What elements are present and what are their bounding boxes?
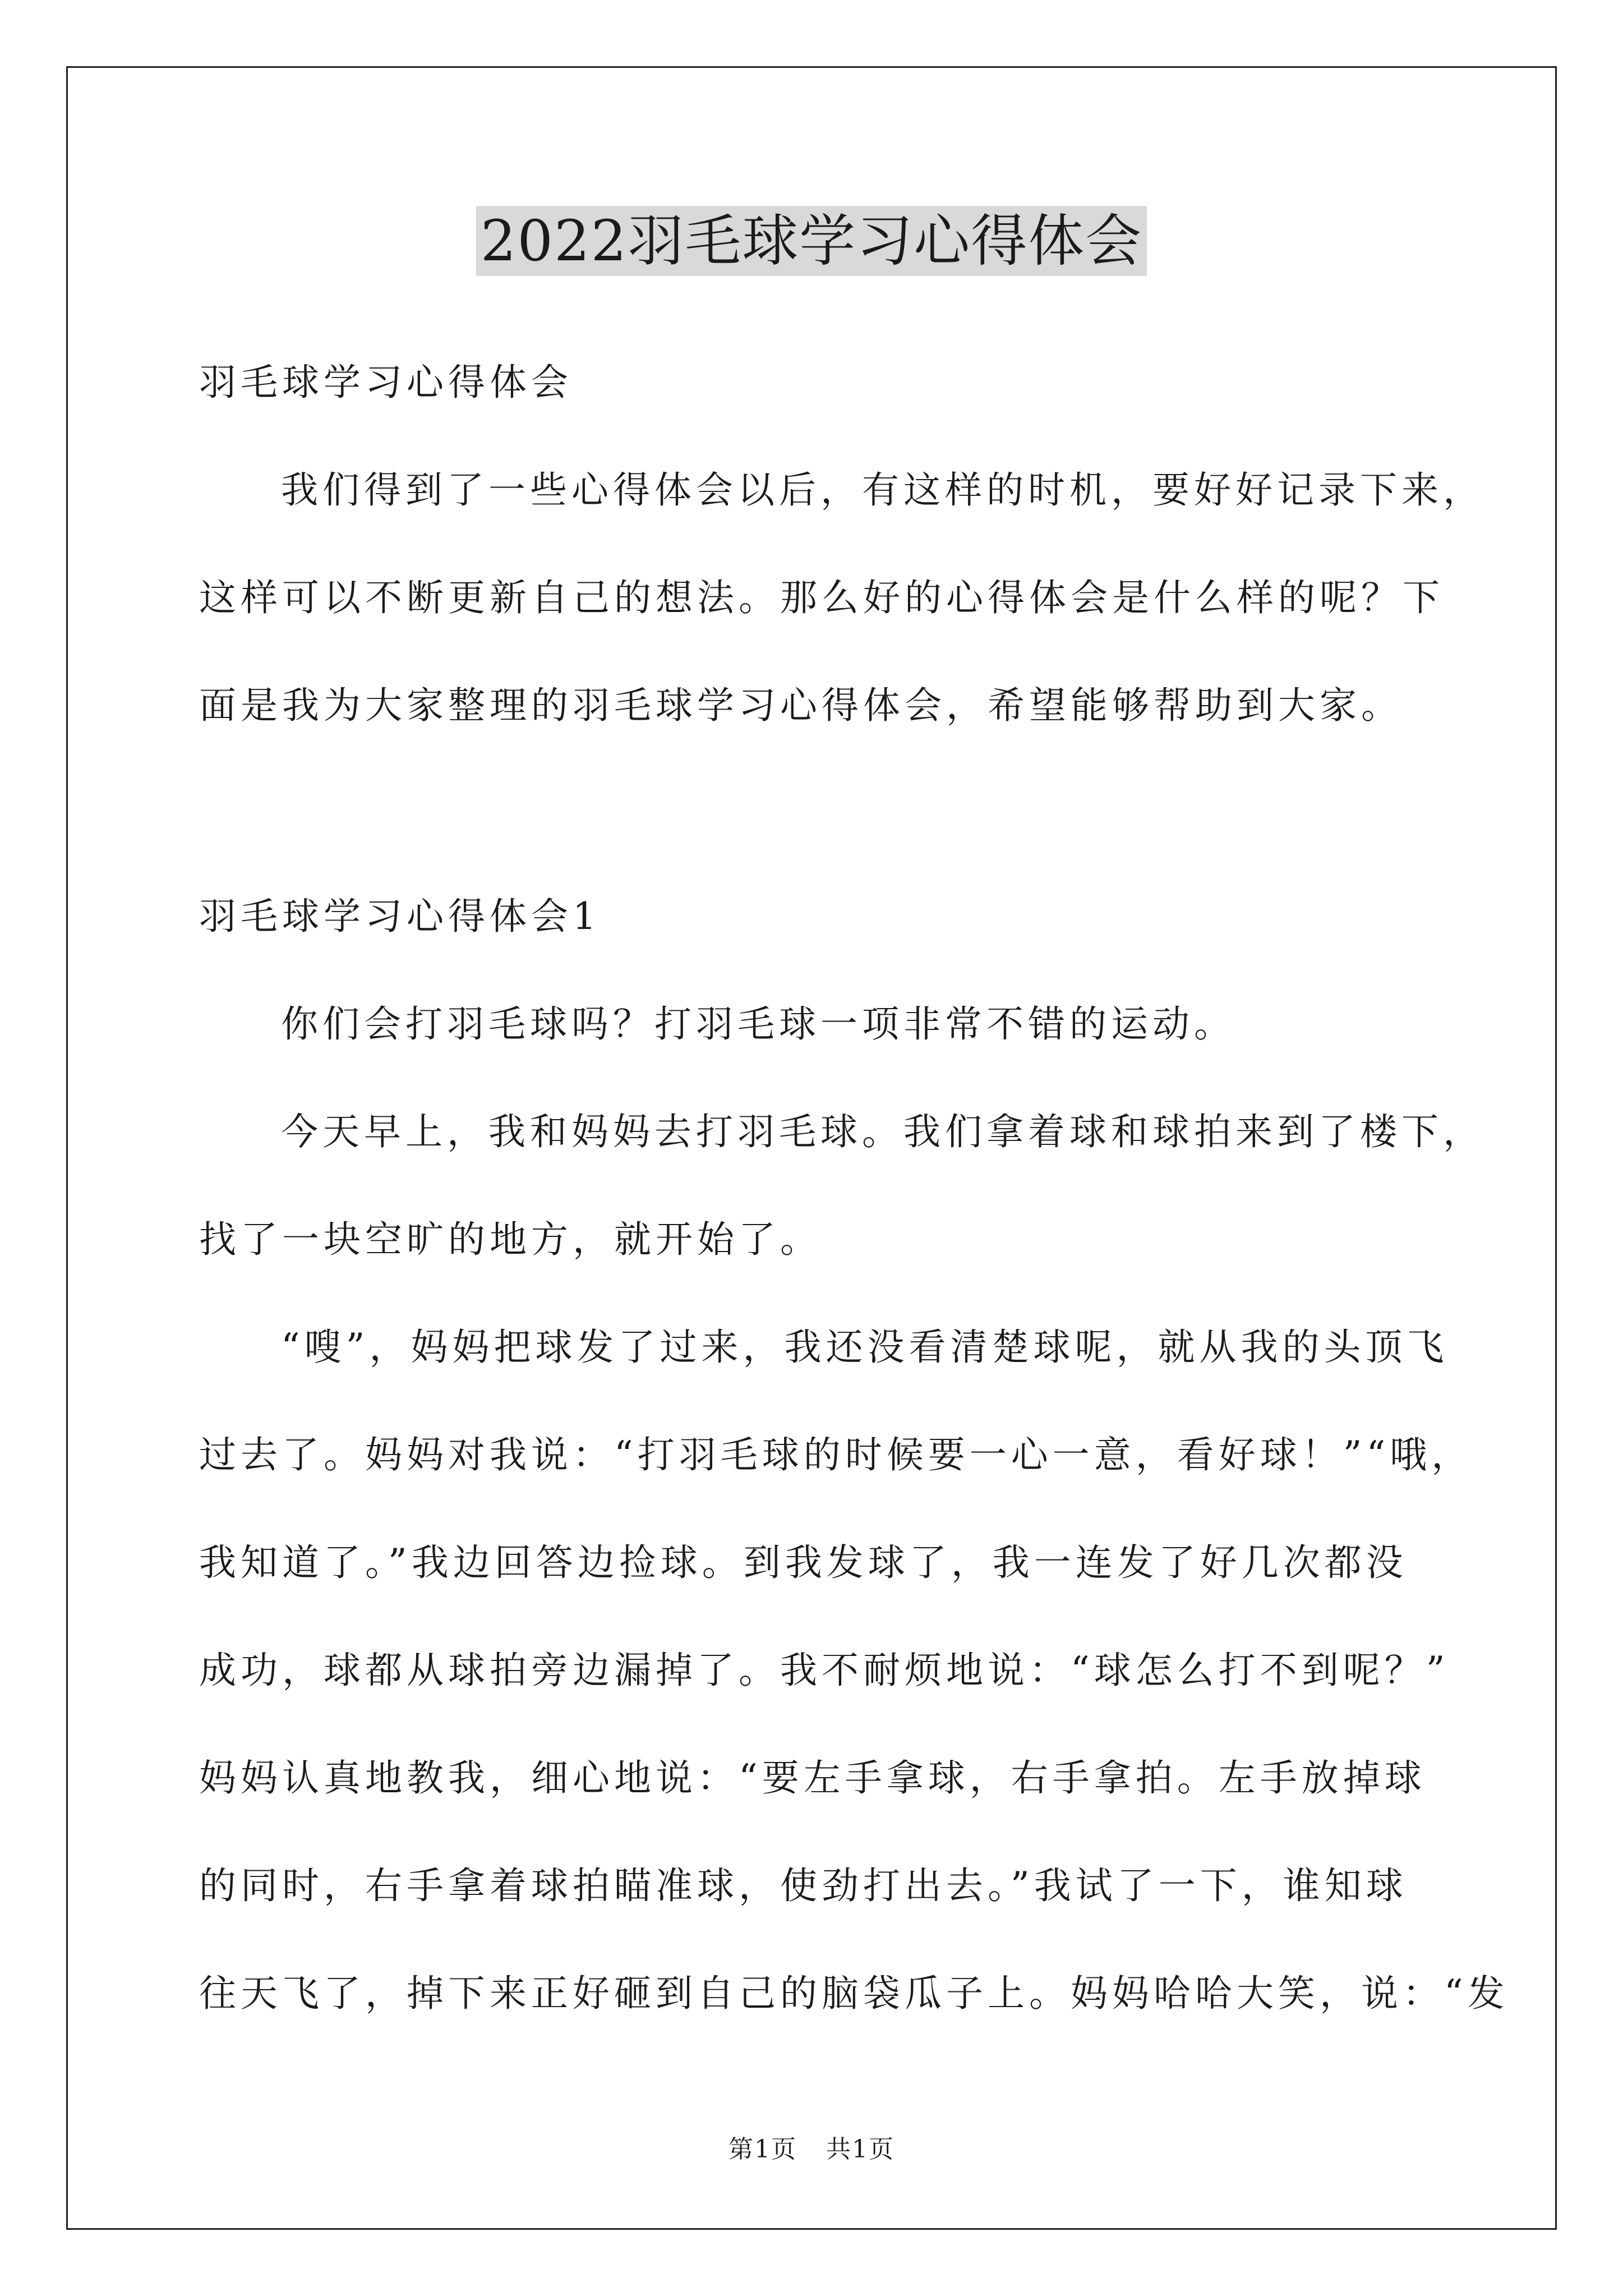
paragraph-line: 我知道了。”我边回答边捡球。到我发球了，我一连发了好几次都没 — [199, 1541, 1408, 1584]
paragraph-line: 今天早上，我和妈妈去打羽毛球。我们拿着球和球拍来到了楼下， — [281, 1110, 1484, 1153]
section-heading: 羽毛球学习心得体会1 — [199, 895, 601, 938]
page-number: 第1页 — [728, 2135, 797, 2164]
paragraph-line: 妈妈认真地教我，细心地说：“要左手拿球，右手拿拍。左手放掉球 — [199, 1756, 1426, 1800]
intro-line: 我们得到了一些心得体会以后，有这样的时机，要好好记录下来， — [281, 468, 1484, 512]
paragraph-line: 往天飞了，掉下来正好砸到自己的脑袋瓜子上。妈妈哈哈大笑，说：“发 — [199, 1972, 1509, 2015]
intro-line: 面是我为大家整理的羽毛球学习心得体会，希望能够帮助到大家。 — [199, 684, 1403, 727]
intro-line: 这样可以不断更新自己的想法。那么好的心得体会是什么样的呢？下 — [199, 576, 1444, 619]
paragraph-line: 你们会打羽毛球吗？打羽毛球一项非常不错的运动。 — [281, 1002, 1235, 1046]
page-total: 共1页 — [826, 2135, 895, 2164]
document-title — [0, 202, 1623, 280]
document-title-text: 2022羽毛球学习心得体会 — [476, 206, 1147, 276]
subtitle: 羽毛球学习心得体会 — [199, 361, 573, 404]
paragraph-line: 成功，球都从球拍旁边漏掉了。我不耐烦地说：“球怎么打不到呢？” — [199, 1649, 1450, 1692]
paragraph-line: 的同时，右手拿着球拍瞄准球，使劲打出去。”我试了一下，谁知球 — [199, 1864, 1408, 1907]
paragraph-line: “嗖”，妈妈把球发了过来，我还没看清楚球呢，就从我的头顶飞 — [281, 1326, 1449, 1369]
paragraph-line: 过去了。妈妈对我说：“打羽毛球的时候要一心一意，看好球！”“哦， — [199, 1433, 1473, 1476]
page-footer — [0, 2129, 1623, 2165]
paragraph-line: 找了一块空旷的地方，就开始了。 — [199, 1218, 822, 1261]
